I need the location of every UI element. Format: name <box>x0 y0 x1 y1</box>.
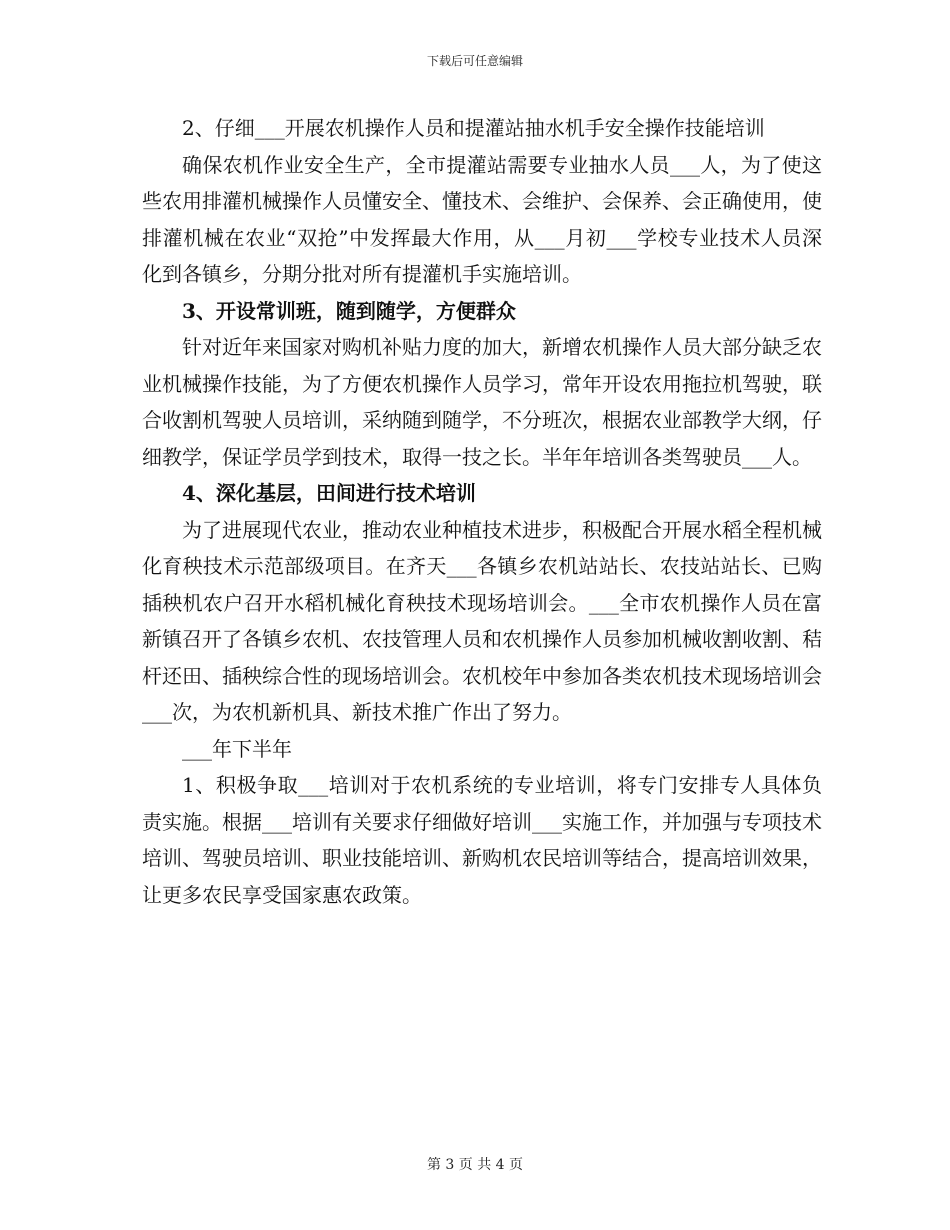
page-header: 下载后可任意编辑 <box>426 54 523 68</box>
document-body <box>142 110 822 913</box>
paragraph-item-1-plan: 1、积极争取___培训对于农机系统的专业培训，将专门安排专人具体负责实施。根据___培训有关要求仔细做好培训___实施工作，并加强与专项技术培训、驾驶员培训、职业技能培训、新购机农民培训等结合，提高培训效果，让更多农民享受国家惠农政策。 <box>142 773 822 907</box>
paragraph-irrigation-training: 确保农机作业安全生产，全市提灌站需要专业抽水人员___人，为了使这些农用排灌机械操作人员懂安全、懂技术、会维护、会保养、会正确使用，使排灌机械在农业“双抢”中发挥最大作用，从___月初___学校专业技术人员深化到各镇乡，分期分批对所有提灌机手实施培训。 <box>142 152 822 286</box>
section-heading-3: 3、开设常训班，随到随学，方便群众 <box>182 298 516 323</box>
paragraph-item-2-heading: 2、仔细___开展农机操作人员和提灌站抽水机手安全操作技能培训 <box>182 116 765 140</box>
paragraph-field-training: 为了进展现代农业，推动农业种植技术进步，积极配合开展水稻全程机械化育秧技术示范部级项目。在齐天___各镇乡农机站站长、农技站站长、已购插秧机农户召开水稻机械化育秧技术现场培训会。___全市农机操作人员在富新镇召开了各镇乡农机、农技管理人员和农机操作人员参加机械收割收割、秸杆还田、插秧综合性的现场培训会。农机校年中参加各类农机技术现场培训会___次，为农机新机具、新技术推广作出了努力。 <box>142 517 822 724</box>
section-heading-4: 4、深化基层，田间进行技术培训 <box>182 481 476 505</box>
paragraph-driver-training: 针对近年来国家对购机补贴力度的加大，新增农机操作人员大部分缺乏农业机械操作技能，为了方便农机操作人员学习，常年开设农用拖拉机驾驶，联合收割机驾驶人员培训，采纳随到随学，不分班次，根据农业部教学大纲，仔细教学，保证学员学到技术，取得一技之长。半年年培训各类驾驶员___人。 <box>142 335 822 469</box>
page-number: 第 3 页 共 4 页 <box>426 1157 524 1173</box>
paragraph-second-half-year: ___年下半年 <box>182 736 292 761</box>
